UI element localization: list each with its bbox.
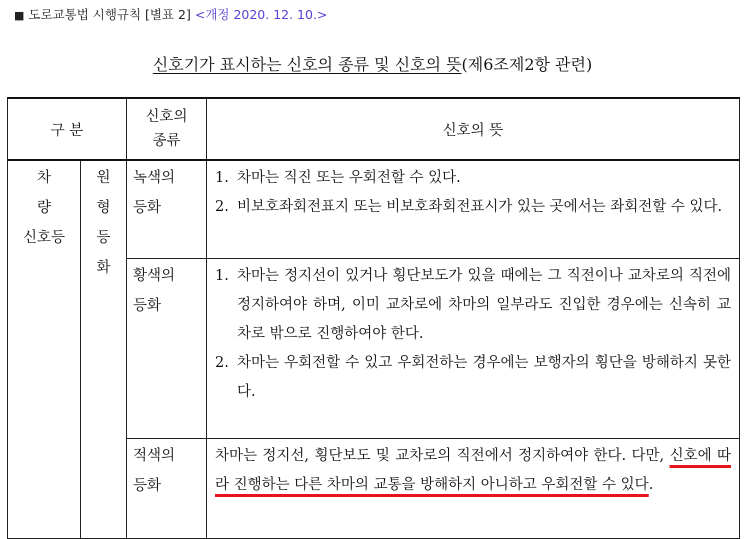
header-category: 구 분 [8,98,127,160]
signal-kind-red: 적색의 등화 [127,439,207,539]
law-name: 도로교통법 시행규칙 [별표 2] [28,7,191,22]
meaning-green [207,160,740,259]
highlighted-clause: 신호에 따라 진행하는 다른 차마의 교통을 방해하지 아니하고 우회전할 수 있다 [215,448,731,493]
page-title [0,52,745,75]
title-main: 신호기가 표시하는 신호의 종류 및 신호의 뜻 [152,55,462,74]
meaning-yellow [207,259,740,439]
title-suffix: (제6조제2항 관련) [461,55,593,74]
signal-kind-green: 녹색의 등화 [127,160,207,259]
header-meaning: 신호의 뜻 [207,98,740,160]
list-item: 2. 차마는 우회전할 수 있고 우회전하는 경우에는 보행자의 횡단을 방해하지 못한다. [215,355,731,400]
list-item: 1. 차마는 직진 또는 우회전할 수 있다. [215,170,461,186]
amendment-date-link[interactable]: <개정 2020. 12. 10.> [194,7,328,22]
bullet-square-icon: ■ [14,9,25,22]
meaning-red: 차마는 정지선, 횡단보도 및 교차로의 직전에서 정지하여야 한다. 다만, 신호에 따라 진행하는 다른 차마의 교통을 방해하지 아니하고 우회전할 수 있다. [207,439,740,539]
category-circular-light: 원 형 등 화 [81,160,127,539]
document-header [14,5,327,23]
header-signal-kind: 신호의 종류 [127,98,207,160]
signal-meaning-table [7,97,740,539]
signal-kind-yellow: 황색의 등화 [127,259,207,439]
table-header-row [8,98,740,160]
meaning-red-text: 차마는 정지선, 횡단보도 및 교차로의 직전에서 정지하여야 한다. 다만, [215,448,670,464]
list-item: 2. 비보호좌회전표지 또는 비보호좌회전표시가 있는 곳에서는 좌회전할 수 있다. [215,199,723,215]
category-vehicle-signal: 차 량 신호등 [8,160,81,539]
table-row-green [8,160,740,259]
list-item: 1. 차마는 정지선이 있거나 횡단보도가 있을 때에는 그 직전이나 교차로의 직전에 정지하여야 하며, 이미 교차로에 차마의 일부라도 진입한 경우에는 신속히 교차로 밖으로 진행하여야 한다. [215,268,731,342]
